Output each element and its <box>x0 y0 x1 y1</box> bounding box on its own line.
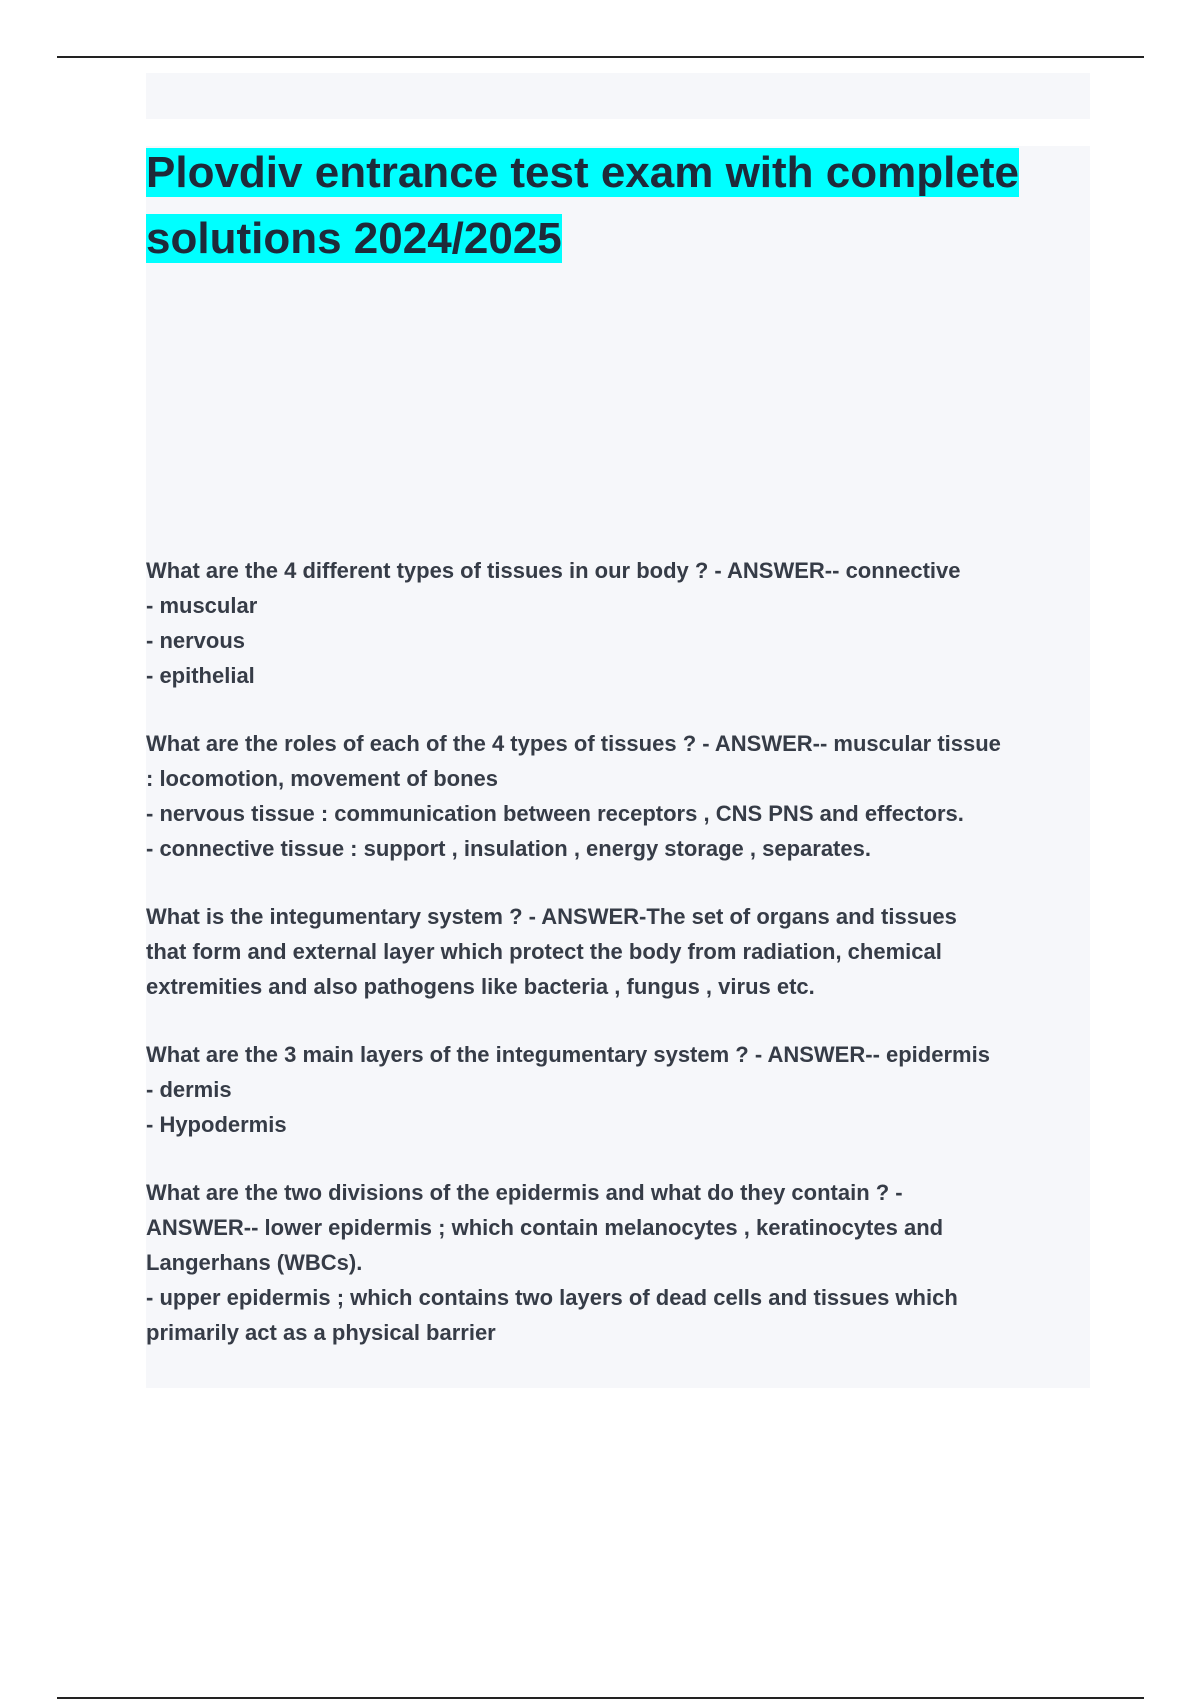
footer-rule <box>57 1697 1144 1699</box>
page-title <box>146 140 1076 272</box>
qa-item-integumentary-layers: What are the 3 main layers of the integumentary system ? - ANSWER-- epidermis - dermis - Hypodermis <box>146 1042 990 1137</box>
header-band <box>146 73 1090 119</box>
qa-item-epidermis-divisions: What are the two divisions of the epidermis and what do they contain ? - ANSWER-- lower epidermis ; which contain melanocytes , keratinocytes and Langerhans (WBCs). - upper epidermis ; which contains two layers of dead cells and tissues which primarily act as a physical barrier <box>146 1180 958 1345</box>
qa-list <box>146 553 1090 1383</box>
qa-item-integumentary-system: What is the integumentary system ? - ANSWER-The set of organs and tissues that form and external layer which protect the body from radiation, chemical extremities and also pathogens like bacteria , fungus , virus etc. <box>146 904 957 999</box>
qa-item-tissue-types: What are the 4 different types of tissues in our body ? - ANSWER-- connective - muscular - nervous - epithelial <box>146 558 961 688</box>
title-highlight: Plovdiv entrance test exam with complete solutions 2024/2025 <box>146 148 1019 263</box>
qa-item-tissue-roles: What are the roles of each of the 4 types of tissues ? - ANSWER-- muscular tissue : locomotion, movement of bones - nervous tissue : communication between receptors , CNS PNS and effectors. - connective tissue : support , insulation , energy storage , separates. <box>146 731 1001 861</box>
header-rule <box>57 56 1144 58</box>
